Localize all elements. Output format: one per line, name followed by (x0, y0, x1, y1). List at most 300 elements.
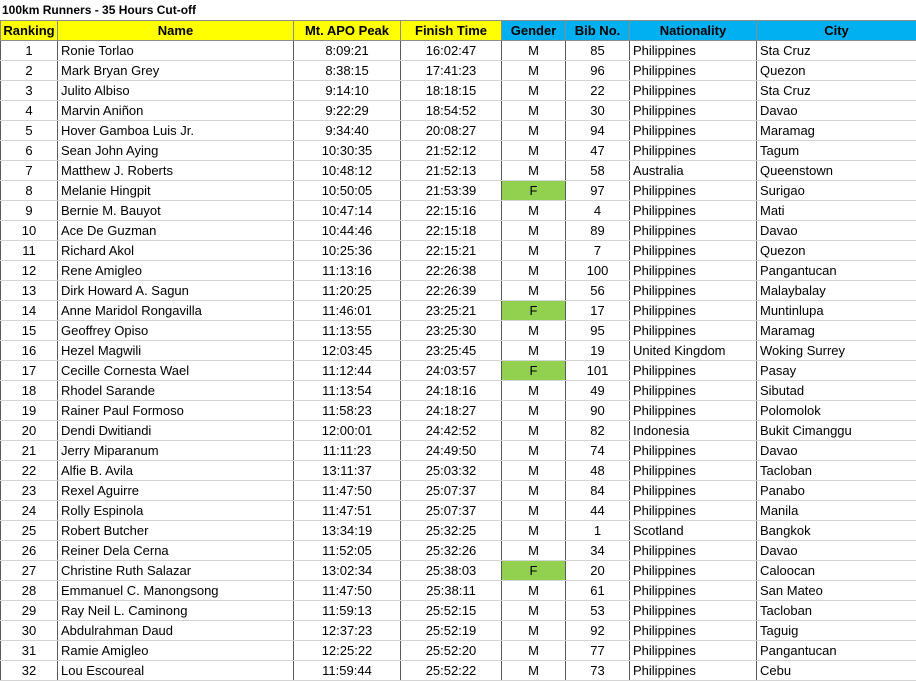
cell-nationality[interactable]: Philippines (630, 261, 757, 281)
cell-finish[interactable]: 23:25:30 (401, 321, 502, 341)
cell-peak[interactable]: 13:02:34 (294, 561, 401, 581)
cell-finish[interactable]: 22:15:21 (401, 241, 502, 261)
cell-name[interactable]: Mark Bryan Grey (58, 61, 294, 81)
cell-peak[interactable]: 13:11:37 (294, 461, 401, 481)
cell-city[interactable]: Woking Surrey (757, 341, 916, 361)
cell-ranking[interactable]: 19 (1, 401, 58, 421)
cell-peak[interactable]: 11:46:01 (294, 301, 401, 321)
cell-nationality[interactable]: Australia (630, 161, 757, 181)
cell-name[interactable]: Alfie B. Avila (58, 461, 294, 481)
cell-name[interactable]: Ramie Amigleo (58, 641, 294, 661)
cell-bib[interactable]: 90 (566, 401, 630, 421)
cell-nationality[interactable]: Indonesia (630, 421, 757, 441)
cell-gender[interactable]: M (502, 581, 566, 601)
table-row[interactable] (1, 261, 916, 281)
cell-peak[interactable]: 11:47:50 (294, 481, 401, 501)
table-row[interactable] (1, 201, 916, 221)
cell-ranking[interactable]: 1 (1, 41, 58, 61)
table-row[interactable] (1, 561, 916, 581)
cell-nationality[interactable]: Philippines (630, 301, 757, 321)
cell-name[interactable]: Hezel Magwili (58, 341, 294, 361)
cell-peak[interactable]: 11:13:55 (294, 321, 401, 341)
cell-ranking[interactable]: 4 (1, 101, 58, 121)
cell-finish[interactable]: 22:15:18 (401, 221, 502, 241)
cell-peak[interactable]: 13:34:19 (294, 521, 401, 541)
cell-ranking[interactable]: 27 (1, 561, 58, 581)
table-row[interactable] (1, 241, 916, 261)
cell-ranking[interactable]: 25 (1, 521, 58, 541)
table-row[interactable] (1, 481, 916, 501)
cell-gender[interactable]: M (502, 241, 566, 261)
table-row[interactable] (1, 41, 916, 61)
cell-city[interactable]: Cebu (757, 661, 916, 681)
table-row[interactable] (1, 381, 916, 401)
cell-ranking[interactable]: 2 (1, 61, 58, 81)
cell-peak[interactable]: 10:44:46 (294, 221, 401, 241)
cell-gender[interactable]: M (502, 381, 566, 401)
cell-finish[interactable]: 25:32:25 (401, 521, 502, 541)
header-peak[interactable]: Mt. APO Peak (294, 21, 401, 41)
cell-finish[interactable]: 21:52:13 (401, 161, 502, 181)
cell-name[interactable]: Ronie Torlao (58, 41, 294, 61)
table-row[interactable] (1, 661, 916, 681)
cell-peak[interactable]: 12:03:45 (294, 341, 401, 361)
cell-gender[interactable]: M (502, 141, 566, 161)
cell-ranking[interactable]: 22 (1, 461, 58, 481)
cell-nationality[interactable]: Philippines (630, 481, 757, 501)
cell-name[interactable]: Robert Butcher (58, 521, 294, 541)
cell-finish[interactable]: 22:15:16 (401, 201, 502, 221)
cell-gender[interactable]: M (502, 61, 566, 81)
cell-city[interactable]: Mati (757, 201, 916, 221)
cell-bib[interactable]: 34 (566, 541, 630, 561)
cell-peak[interactable]: 11:52:05 (294, 541, 401, 561)
cell-gender[interactable]: M (502, 121, 566, 141)
cell-city[interactable]: Sibutad (757, 381, 916, 401)
cell-name[interactable]: Abdulrahman Daud (58, 621, 294, 641)
table-row[interactable] (1, 361, 916, 381)
cell-ranking[interactable]: 21 (1, 441, 58, 461)
table-row[interactable] (1, 121, 916, 141)
cell-ranking[interactable]: 29 (1, 601, 58, 621)
cell-name[interactable]: Rexel Aguirre (58, 481, 294, 501)
cell-ranking[interactable]: 8 (1, 181, 58, 201)
cell-bib[interactable]: 97 (566, 181, 630, 201)
table-row[interactable] (1, 441, 916, 461)
cell-city[interactable]: Pasay (757, 361, 916, 381)
cell-finish[interactable]: 25:52:20 (401, 641, 502, 661)
cell-peak[interactable]: 11:59:13 (294, 601, 401, 621)
cell-bib[interactable]: 92 (566, 621, 630, 641)
cell-ranking[interactable]: 30 (1, 621, 58, 641)
cell-name[interactable]: Matthew J. Roberts (58, 161, 294, 181)
cell-ranking[interactable]: 28 (1, 581, 58, 601)
cell-finish[interactable]: 24:49:50 (401, 441, 502, 461)
cell-gender[interactable]: M (502, 321, 566, 341)
cell-bib[interactable]: 30 (566, 101, 630, 121)
cell-bib[interactable]: 61 (566, 581, 630, 601)
cell-name[interactable]: Bernie M. Bauyot (58, 201, 294, 221)
cell-finish[interactable]: 25:52:15 (401, 601, 502, 621)
cell-nationality[interactable]: Scotland (630, 521, 757, 541)
cell-name[interactable]: Dendi Dwitiandi (58, 421, 294, 441)
cell-finish[interactable]: 24:18:27 (401, 401, 502, 421)
cell-peak[interactable]: 11:58:23 (294, 401, 401, 421)
cell-bib[interactable]: 84 (566, 481, 630, 501)
cell-finish[interactable]: 24:18:16 (401, 381, 502, 401)
cell-city[interactable]: Maramag (757, 321, 916, 341)
cell-bib[interactable]: 96 (566, 61, 630, 81)
cell-city[interactable]: Davao (757, 101, 916, 121)
cell-nationality[interactable]: Philippines (630, 541, 757, 561)
cell-bib[interactable]: 94 (566, 121, 630, 141)
cell-name[interactable]: Lou Escoureal (58, 661, 294, 681)
cell-nationality[interactable]: Philippines (630, 401, 757, 421)
cell-city[interactable]: Maramag (757, 121, 916, 141)
cell-name[interactable]: Anne Maridol Rongavilla (58, 301, 294, 321)
cell-name[interactable]: Rhodel Sarande (58, 381, 294, 401)
cell-gender[interactable]: F (502, 561, 566, 581)
cell-nationality[interactable]: Philippines (630, 321, 757, 341)
cell-city[interactable]: Tacloban (757, 601, 916, 621)
table-row[interactable] (1, 81, 916, 101)
cell-city[interactable]: Panabo (757, 481, 916, 501)
cell-nationality[interactable]: Philippines (630, 181, 757, 201)
cell-ranking[interactable]: 32 (1, 661, 58, 681)
cell-gender[interactable]: M (502, 601, 566, 621)
cell-gender[interactable]: F (502, 181, 566, 201)
cell-bib[interactable]: 49 (566, 381, 630, 401)
cell-peak[interactable]: 12:25:22 (294, 641, 401, 661)
cell-ranking[interactable]: 24 (1, 501, 58, 521)
cell-bib[interactable]: 77 (566, 641, 630, 661)
cell-ranking[interactable]: 5 (1, 121, 58, 141)
cell-name[interactable]: Rene Amigleo (58, 261, 294, 281)
cell-nationality[interactable]: Philippines (630, 501, 757, 521)
header-name[interactable]: Name (58, 21, 294, 41)
cell-peak[interactable]: 11:59:44 (294, 661, 401, 681)
header-finish[interactable]: Finish Time (401, 21, 502, 41)
results-body (1, 41, 916, 681)
header-city[interactable]: City (757, 21, 916, 41)
cell-name[interactable]: Marvin Aniñon (58, 101, 294, 121)
cell-gender[interactable]: M (502, 421, 566, 441)
cell-city[interactable]: Quezon (757, 241, 916, 261)
cell-bib[interactable]: 56 (566, 281, 630, 301)
cell-gender[interactable]: F (502, 301, 566, 321)
cell-name[interactable]: Richard Akol (58, 241, 294, 261)
sheet-title: 100km Runners - 35 Hours Cut-off (0, 0, 916, 20)
cell-peak[interactable]: 8:09:21 (294, 41, 401, 61)
cell-nationality[interactable]: Philippines (630, 201, 757, 221)
cell-finish[interactable]: 17:41:23 (401, 61, 502, 81)
cell-finish[interactable]: 24:03:57 (401, 361, 502, 381)
cell-city[interactable]: Malaybalay (757, 281, 916, 301)
cell-gender[interactable]: M (502, 401, 566, 421)
cell-bib[interactable]: 53 (566, 601, 630, 621)
cell-bib[interactable]: 85 (566, 41, 630, 61)
cell-nationality[interactable]: Philippines (630, 641, 757, 661)
cell-nationality[interactable]: Philippines (630, 81, 757, 101)
cell-gender[interactable]: M (502, 661, 566, 681)
cell-city[interactable]: Queenstown (757, 161, 916, 181)
cell-gender[interactable]: M (502, 461, 566, 481)
header-row (1, 21, 916, 41)
table-row[interactable] (1, 161, 916, 181)
cell-name[interactable]: Jerry Miparanum (58, 441, 294, 461)
cell-peak[interactable]: 9:22:29 (294, 101, 401, 121)
cell-gender[interactable]: M (502, 201, 566, 221)
cell-peak[interactable]: 11:47:50 (294, 581, 401, 601)
table-row[interactable] (1, 101, 916, 121)
cell-peak[interactable]: 11:47:51 (294, 501, 401, 521)
cell-bib[interactable]: 74 (566, 441, 630, 461)
cell-peak[interactable]: 10:25:36 (294, 241, 401, 261)
cell-nationality[interactable]: Philippines (630, 621, 757, 641)
table-row[interactable] (1, 281, 916, 301)
cell-ranking[interactable]: 18 (1, 381, 58, 401)
table-row[interactable] (1, 181, 916, 201)
cell-ranking[interactable]: 13 (1, 281, 58, 301)
cell-finish[interactable]: 23:25:21 (401, 301, 502, 321)
cell-bib[interactable]: 100 (566, 261, 630, 281)
cell-peak[interactable]: 10:30:35 (294, 141, 401, 161)
cell-city[interactable]: Davao (757, 221, 916, 241)
cell-ranking[interactable]: 16 (1, 341, 58, 361)
cell-finish[interactable]: 25:38:11 (401, 581, 502, 601)
table-row[interactable] (1, 581, 916, 601)
table-row[interactable] (1, 541, 916, 561)
table-row[interactable] (1, 521, 916, 541)
cell-peak[interactable]: 11:11:23 (294, 441, 401, 461)
cell-nationality[interactable]: Philippines (630, 561, 757, 581)
cell-ranking[interactable]: 9 (1, 201, 58, 221)
cell-peak[interactable]: 12:37:23 (294, 621, 401, 641)
cell-bib[interactable]: 4 (566, 201, 630, 221)
cell-name[interactable]: Emmanuel C. Manongsong (58, 581, 294, 601)
cell-city[interactable]: Caloocan (757, 561, 916, 581)
cell-nationality[interactable]: Philippines (630, 381, 757, 401)
cell-nationality[interactable]: Philippines (630, 601, 757, 621)
cell-peak[interactable]: 10:47:14 (294, 201, 401, 221)
cell-finish[interactable]: 21:53:39 (401, 181, 502, 201)
header-gender[interactable]: Gender (502, 21, 566, 41)
cell-bib[interactable]: 22 (566, 81, 630, 101)
cell-city[interactable]: Muntinlupa (757, 301, 916, 321)
cell-finish[interactable]: 25:38:03 (401, 561, 502, 581)
cell-city[interactable]: Quezon (757, 61, 916, 81)
cell-bib[interactable]: 73 (566, 661, 630, 681)
header-nationality[interactable]: Nationality (630, 21, 757, 41)
cell-ranking[interactable]: 11 (1, 241, 58, 261)
cell-name[interactable]: Sean John Aying (58, 141, 294, 161)
cell-name[interactable]: Julito Albiso (58, 81, 294, 101)
cell-gender[interactable]: M (502, 541, 566, 561)
cell-ranking[interactable]: 10 (1, 221, 58, 241)
table-row[interactable] (1, 461, 916, 481)
cell-bib[interactable]: 101 (566, 361, 630, 381)
cell-city[interactable]: Tacloban (757, 461, 916, 481)
cell-finish[interactable]: 22:26:39 (401, 281, 502, 301)
table-row[interactable] (1, 61, 916, 81)
table-row[interactable] (1, 641, 916, 661)
cell-city[interactable]: Sta Cruz (757, 41, 916, 61)
table-row[interactable] (1, 221, 916, 241)
cell-city[interactable]: San Mateo (757, 581, 916, 601)
cell-peak[interactable]: 11:13:16 (294, 261, 401, 281)
cell-nationality[interactable]: Philippines (630, 581, 757, 601)
cell-finish[interactable]: 18:18:15 (401, 81, 502, 101)
cell-ranking[interactable]: 7 (1, 161, 58, 181)
cell-city[interactable]: Davao (757, 441, 916, 461)
cell-finish[interactable]: 20:08:27 (401, 121, 502, 141)
cell-nationality[interactable]: Philippines (630, 221, 757, 241)
table-row[interactable] (1, 601, 916, 621)
cell-gender[interactable]: M (502, 221, 566, 241)
cell-bib[interactable]: 19 (566, 341, 630, 361)
cell-nationality[interactable]: Philippines (630, 241, 757, 261)
table-row[interactable] (1, 621, 916, 641)
cell-name[interactable]: Ray Neil L. Caminong (58, 601, 294, 621)
cell-finish[interactable]: 25:52:19 (401, 621, 502, 641)
cell-nationality[interactable]: Philippines (630, 461, 757, 481)
cell-city[interactable]: Polomolok (757, 401, 916, 421)
cell-name[interactable]: Rainer Paul Formoso (58, 401, 294, 421)
table-row[interactable] (1, 141, 916, 161)
cell-bib[interactable]: 48 (566, 461, 630, 481)
cell-name[interactable]: Melanie Hingpit (58, 181, 294, 201)
cell-ranking[interactable]: 17 (1, 361, 58, 381)
cell-nationality[interactable]: Philippines (630, 121, 757, 141)
cell-gender[interactable]: M (502, 341, 566, 361)
cell-ranking[interactable]: 12 (1, 261, 58, 281)
cell-city[interactable]: Bukit Cimanggu (757, 421, 916, 441)
cell-peak[interactable]: 8:38:15 (294, 61, 401, 81)
cell-gender[interactable]: M (502, 81, 566, 101)
cell-name[interactable]: Ace De Guzman (58, 221, 294, 241)
cell-gender[interactable]: M (502, 101, 566, 121)
cell-gender[interactable]: M (502, 441, 566, 461)
cell-peak[interactable]: 12:00:01 (294, 421, 401, 441)
cell-nationality[interactable]: Philippines (630, 41, 757, 61)
cell-nationality[interactable]: Philippines (630, 441, 757, 461)
cell-city[interactable]: Pangantucan (757, 641, 916, 661)
cell-name[interactable]: Christine Ruth Salazar (58, 561, 294, 581)
cell-ranking[interactable]: 3 (1, 81, 58, 101)
cell-nationality[interactable]: Philippines (630, 61, 757, 81)
cell-nationality[interactable]: Philippines (630, 281, 757, 301)
cell-peak[interactable]: 11:13:54 (294, 381, 401, 401)
table-row[interactable] (1, 301, 916, 321)
cell-bib[interactable]: 47 (566, 141, 630, 161)
cell-finish[interactable]: 23:25:45 (401, 341, 502, 361)
cell-ranking[interactable]: 20 (1, 421, 58, 441)
table-row[interactable] (1, 341, 916, 361)
cell-gender[interactable]: M (502, 161, 566, 181)
cell-finish[interactable]: 18:54:52 (401, 101, 502, 121)
cell-ranking[interactable]: 6 (1, 141, 58, 161)
cell-ranking[interactable]: 26 (1, 541, 58, 561)
cell-peak[interactable]: 9:14:10 (294, 81, 401, 101)
cell-nationality[interactable]: Philippines (630, 101, 757, 121)
cell-gender[interactable]: M (502, 521, 566, 541)
results-table (0, 20, 916, 681)
cell-ranking[interactable]: 31 (1, 641, 58, 661)
cell-finish[interactable]: 25:52:22 (401, 661, 502, 681)
cell-bib[interactable]: 7 (566, 241, 630, 261)
cell-gender[interactable]: M (502, 481, 566, 501)
cell-city[interactable]: Sta Cruz (757, 81, 916, 101)
table-row[interactable] (1, 501, 916, 521)
cell-bib[interactable]: 20 (566, 561, 630, 581)
header-ranking[interactable]: Ranking (1, 21, 58, 41)
cell-peak[interactable]: 9:34:40 (294, 121, 401, 141)
cell-city[interactable]: Taguig (757, 621, 916, 641)
cell-finish[interactable]: 21:52:12 (401, 141, 502, 161)
cell-city[interactable]: Bangkok (757, 521, 916, 541)
cell-nationality[interactable]: Philippines (630, 141, 757, 161)
cell-gender[interactable]: M (502, 41, 566, 61)
cell-peak[interactable]: 11:20:25 (294, 281, 401, 301)
cell-finish[interactable]: 24:42:52 (401, 421, 502, 441)
cell-peak[interactable]: 10:48:12 (294, 161, 401, 181)
cell-city[interactable]: Pangantucan (757, 261, 916, 281)
cell-bib[interactable]: 58 (566, 161, 630, 181)
cell-gender[interactable]: M (502, 281, 566, 301)
cell-ranking[interactable]: 14 (1, 301, 58, 321)
cell-finish[interactable]: 25:07:37 (401, 481, 502, 501)
table-row[interactable] (1, 321, 916, 341)
cell-finish[interactable]: 25:03:32 (401, 461, 502, 481)
cell-gender[interactable]: M (502, 641, 566, 661)
cell-name[interactable]: Rolly Espinola (58, 501, 294, 521)
cell-name[interactable]: Reiner Dela Cerna (58, 541, 294, 561)
cell-name[interactable]: Cecille Cornesta Wael (58, 361, 294, 381)
cell-peak[interactable]: 10:50:05 (294, 181, 401, 201)
cell-finish[interactable]: 22:26:38 (401, 261, 502, 281)
cell-peak[interactable]: 11:12:44 (294, 361, 401, 381)
cell-finish[interactable]: 16:02:47 (401, 41, 502, 61)
cell-bib[interactable]: 1 (566, 521, 630, 541)
cell-bib[interactable]: 95 (566, 321, 630, 341)
cell-bib[interactable]: 82 (566, 421, 630, 441)
cell-ranking[interactable]: 15 (1, 321, 58, 341)
cell-bib[interactable]: 89 (566, 221, 630, 241)
cell-nationality[interactable]: Philippines (630, 661, 757, 681)
cell-city[interactable]: Davao (757, 541, 916, 561)
cell-gender[interactable]: M (502, 621, 566, 641)
cell-bib[interactable]: 17 (566, 301, 630, 321)
cell-bib[interactable]: 44 (566, 501, 630, 521)
table-row[interactable] (1, 401, 916, 421)
cell-city[interactable]: Tagum (757, 141, 916, 161)
cell-name[interactable]: Geoffrey Opiso (58, 321, 294, 341)
cell-finish[interactable]: 25:07:37 (401, 501, 502, 521)
table-row[interactable] (1, 421, 916, 441)
cell-gender[interactable]: F (502, 361, 566, 381)
cell-gender[interactable]: M (502, 261, 566, 281)
cell-city[interactable]: Manila (757, 501, 916, 521)
cell-city[interactable]: Surigao (757, 181, 916, 201)
cell-name[interactable]: Hover Gamboa Luis Jr. (58, 121, 294, 141)
cell-ranking[interactable]: 23 (1, 481, 58, 501)
cell-nationality[interactable]: Philippines (630, 361, 757, 381)
cell-gender[interactable]: M (502, 501, 566, 521)
cell-finish[interactable]: 25:32:26 (401, 541, 502, 561)
header-bib[interactable]: Bib No. (566, 21, 630, 41)
cell-name[interactable]: Dirk Howard A. Sagun (58, 281, 294, 301)
cell-nationality[interactable]: United Kingdom (630, 341, 757, 361)
